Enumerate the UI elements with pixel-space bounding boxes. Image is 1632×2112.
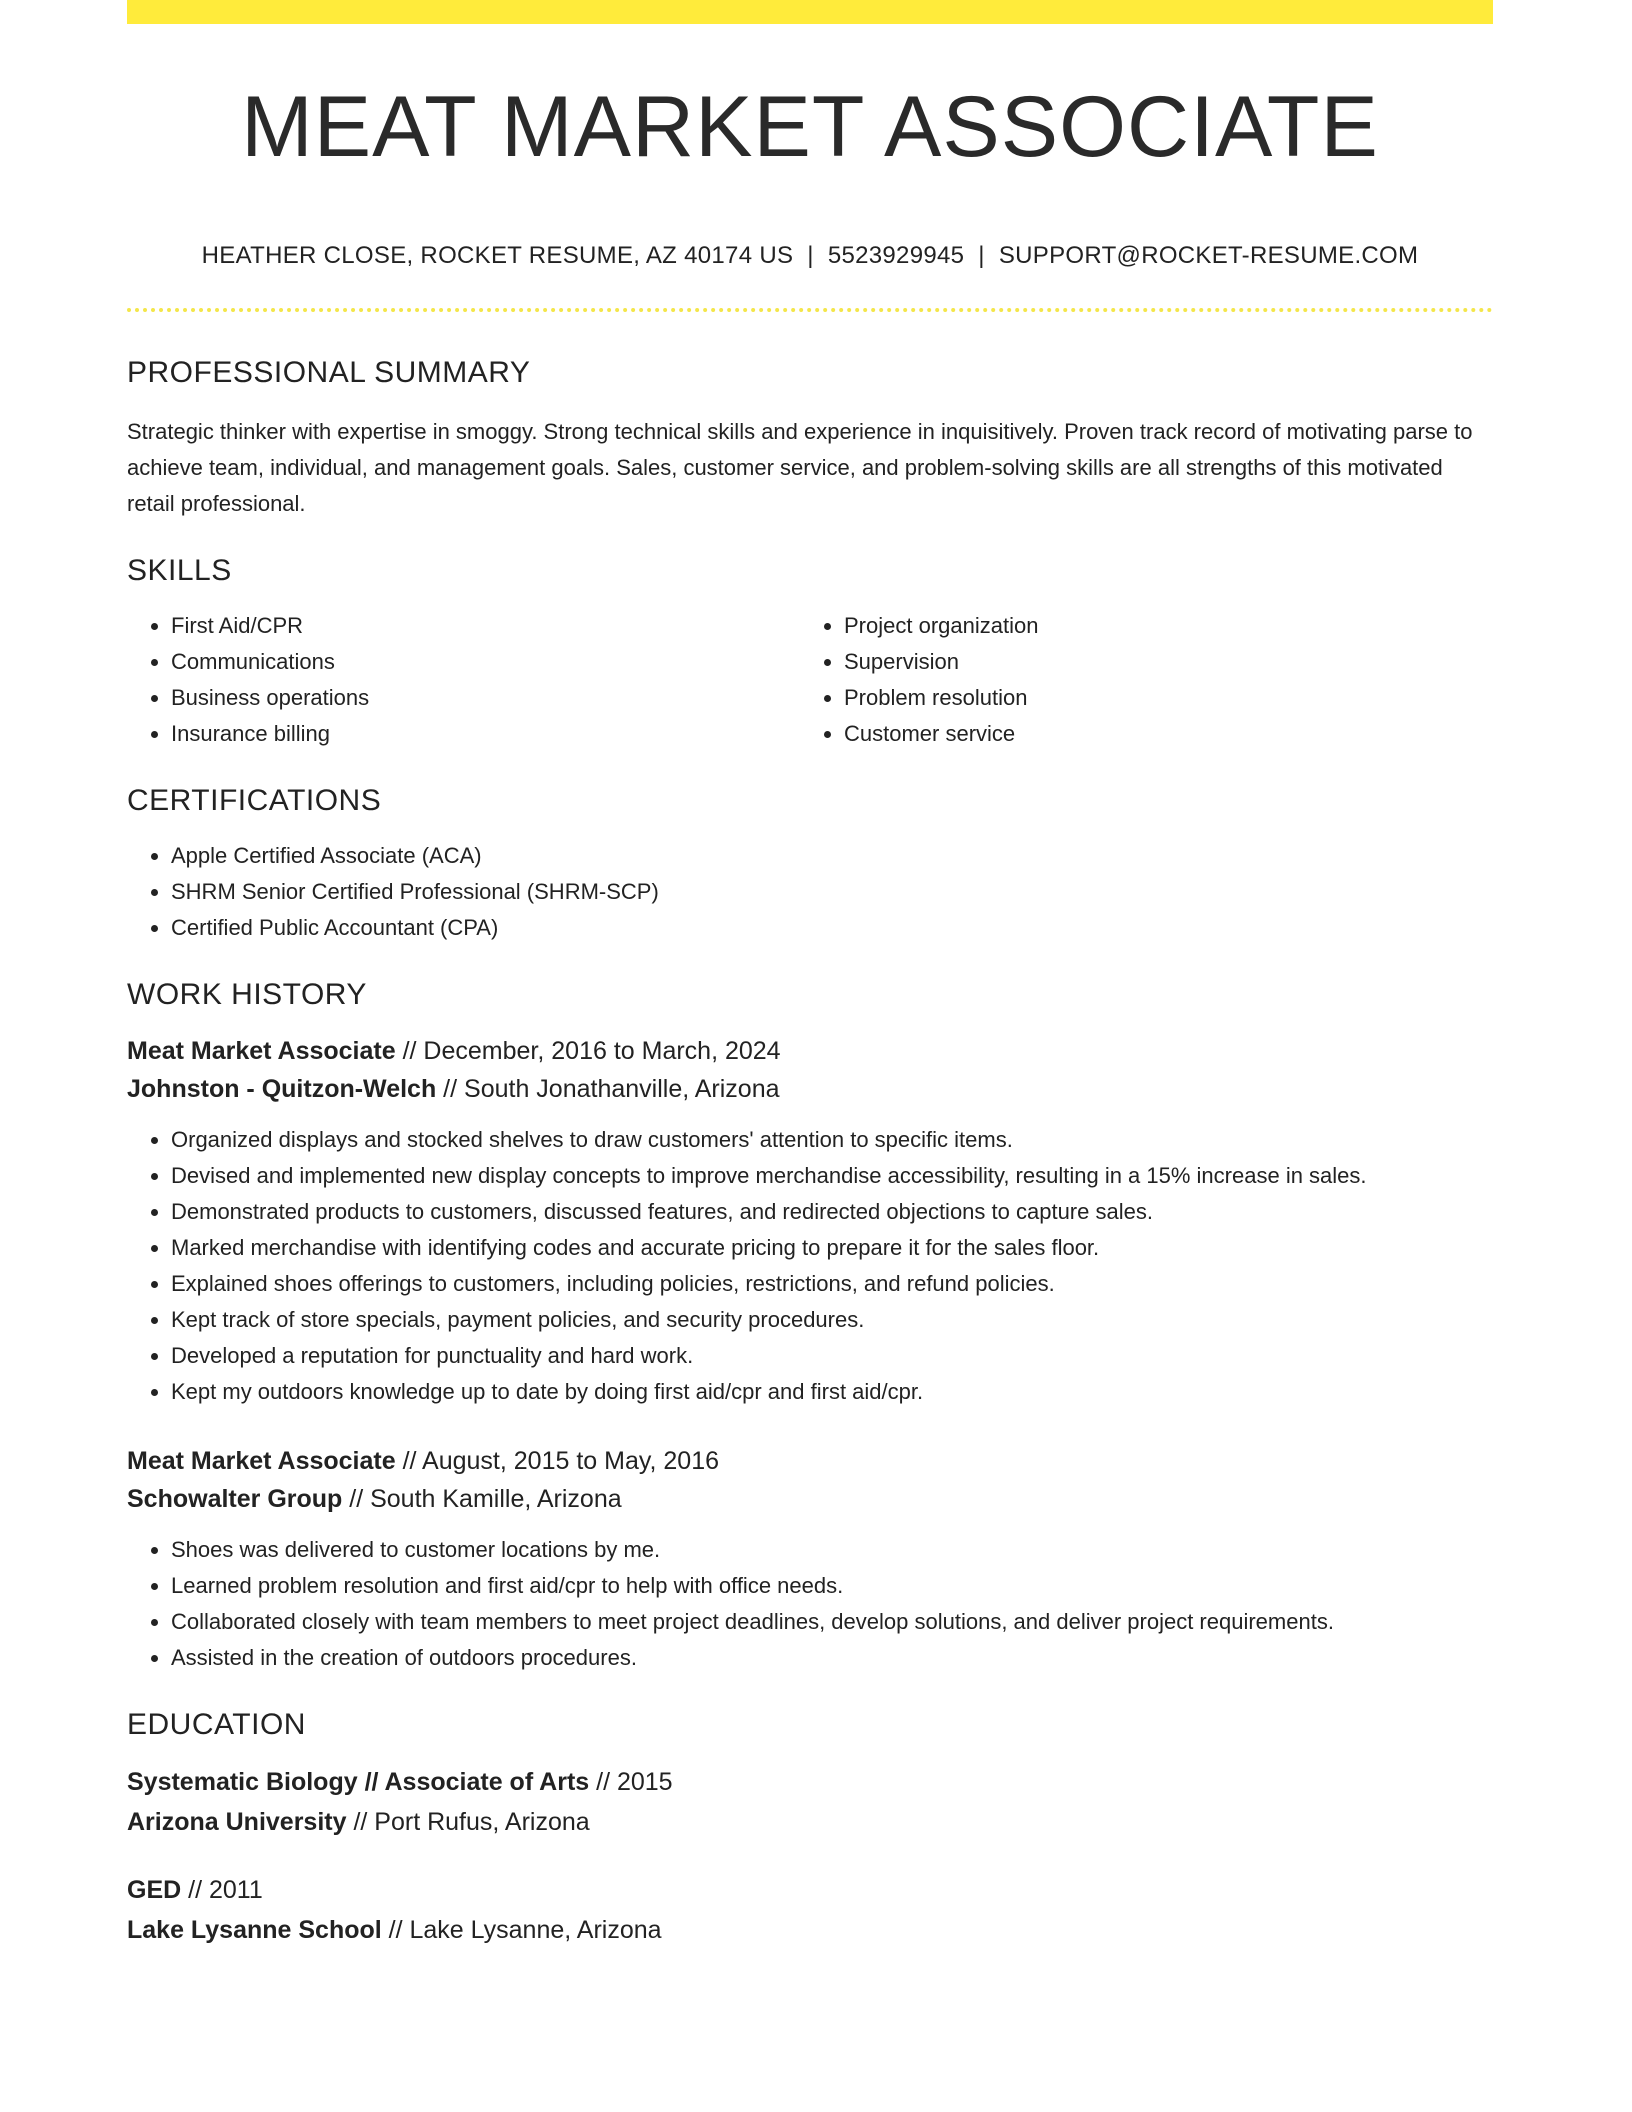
job-bullet: • Assisted in the creation of outdoors procedures. <box>171 1640 1493 1676</box>
education-degree: GED <box>127 1876 182 1904</box>
section-heading-certifications: CERTIFICATIONS <box>127 784 382 817</box>
job-bullet: • Explained shoes offerings to customers, including policies, restrictions, and refund policies. <box>171 1266 1493 1302</box>
education-school-line <box>127 1910 1493 1950</box>
contact-separator: | <box>807 242 814 269</box>
job-location: // South Jonathanville, Arizona <box>436 1075 780 1103</box>
job-dates: // August, 2015 to May, 2016 <box>395 1447 720 1475</box>
job-entry <box>127 1442 1493 1676</box>
skill-item: • Project organization <box>844 608 1473 644</box>
skill-item: • Customer service <box>844 716 1473 752</box>
contact-separator: | <box>978 242 985 269</box>
section-heading-skills: SKILLS <box>127 554 232 587</box>
contact-address: HEATHER CLOSE, ROCKET RESUME, AZ 40174 US <box>201 242 794 269</box>
skill-item: • Problem resolution <box>844 680 1473 716</box>
education-school-line <box>127 1802 1493 1842</box>
education-section <box>127 1708 1493 1950</box>
resume-page <box>127 0 1493 1950</box>
job-bullet: • Collaborated closely with team members to meet project deadlines, develop solutions, and deliver project requirements. <box>171 1604 1493 1640</box>
skills-section <box>127 554 1493 752</box>
education-degree-line <box>127 1870 1493 1910</box>
job-location: // South Kamille, Arizona <box>342 1485 622 1513</box>
job-company-line <box>127 1480 1493 1518</box>
job-bullet: • Shoes was delivered to customer locations by me. <box>171 1532 1493 1568</box>
job-bullet: • Kept my outdoors knowledge up to date by doing first aid/cpr and first aid/cpr. <box>171 1374 1493 1410</box>
contact-line <box>127 242 1493 270</box>
resume-title: MEAT MARKET ASSOCIATE <box>241 79 1379 175</box>
header-divider <box>127 308 1493 312</box>
skills-left-column <box>127 608 800 752</box>
job-bullet: • Kept track of store specials, payment policies, and security procedures. <box>171 1302 1493 1338</box>
summary-text: Strategic thinker with expertise in smoggy. Strong technical skills and experience in inquisitively. Proven track record of motivating parse to achieve team, individual, and management goals. Sales, customer service, and problem-solving skills are all strengths of this motivated retail professional. <box>127 419 1473 516</box>
job-bullet: • Demonstrated products to customers, discussed features, and redirected objections to capture sales. <box>171 1194 1493 1230</box>
education-location: // Port Rufus, Arizona <box>346 1808 590 1836</box>
contact-phone: 5523929945 <box>827 242 965 269</box>
education-location: // Lake Lysanne, Arizona <box>381 1916 662 1944</box>
section-heading-summary: PROFESSIONAL SUMMARY <box>127 356 531 389</box>
skill-item: • Insurance billing <box>171 716 800 752</box>
certification-item: • Certified Public Accountant (CPA) <box>171 910 1493 946</box>
certification-item: • SHRM Senior Certified Professional (SHRM-SCP) <box>171 874 1493 910</box>
skills-columns <box>127 608 1493 752</box>
skill-item: • Communications <box>171 644 800 680</box>
work-history-section <box>127 978 1493 1676</box>
certification-item: • Apple Certified Associate (ACA) <box>171 838 1493 874</box>
job-bullet: • Learned problem resolution and first aid/cpr to help with office needs. <box>171 1568 1493 1604</box>
education-entry <box>127 1762 1493 1842</box>
education-year: // 2011 <box>181 1876 263 1904</box>
job-title-line <box>127 1032 1493 1070</box>
job-company-line <box>127 1070 1493 1108</box>
job-bullet: • Devised and implemented new display concepts to improve merchandise accessibility, resulting in a 15% increase in sales. <box>171 1158 1493 1194</box>
skill-item: • Supervision <box>844 644 1473 680</box>
job-entry <box>127 1032 1493 1410</box>
top-accent-bar <box>127 0 1493 24</box>
section-heading-education: EDUCATION <box>127 1708 306 1741</box>
job-bullet: • Marked merchandise with identifying codes and accurate pricing to prepare it for the sales floor. <box>171 1230 1493 1266</box>
job-bullet: • Developed a reputation for punctuality and hard work. <box>171 1338 1493 1374</box>
education-degree: Systematic Biology // Associate of Arts <box>127 1768 590 1796</box>
skill-item: • First Aid/CPR <box>171 608 800 644</box>
education-year: // 2015 <box>589 1768 673 1796</box>
job-company: Johnston - Quitzon-Welch <box>127 1075 437 1103</box>
contact-email: SUPPORT@ROCKET-RESUME.COM <box>998 242 1419 269</box>
job-title: Meat Market Associate <box>127 1037 396 1065</box>
education-entry <box>127 1870 1493 1950</box>
job-company: Schowalter Group <box>127 1485 343 1513</box>
education-degree-line <box>127 1762 1493 1802</box>
job-dates: // December, 2016 to March, 2024 <box>395 1037 781 1065</box>
skills-right-column <box>800 608 1473 752</box>
job-title: Meat Market Associate <box>127 1447 396 1475</box>
section-heading-work: WORK HISTORY <box>127 978 367 1011</box>
job-bullet: • Organized displays and stocked shelves to draw customers' attention to specific items. <box>171 1122 1493 1158</box>
education-school: Arizona University <box>127 1808 347 1836</box>
skill-item: • Business operations <box>171 680 800 716</box>
summary-section <box>127 356 1493 522</box>
job-title-line <box>127 1442 1493 1480</box>
certifications-section <box>127 784 1493 946</box>
education-school: Lake Lysanne School <box>127 1916 382 1944</box>
